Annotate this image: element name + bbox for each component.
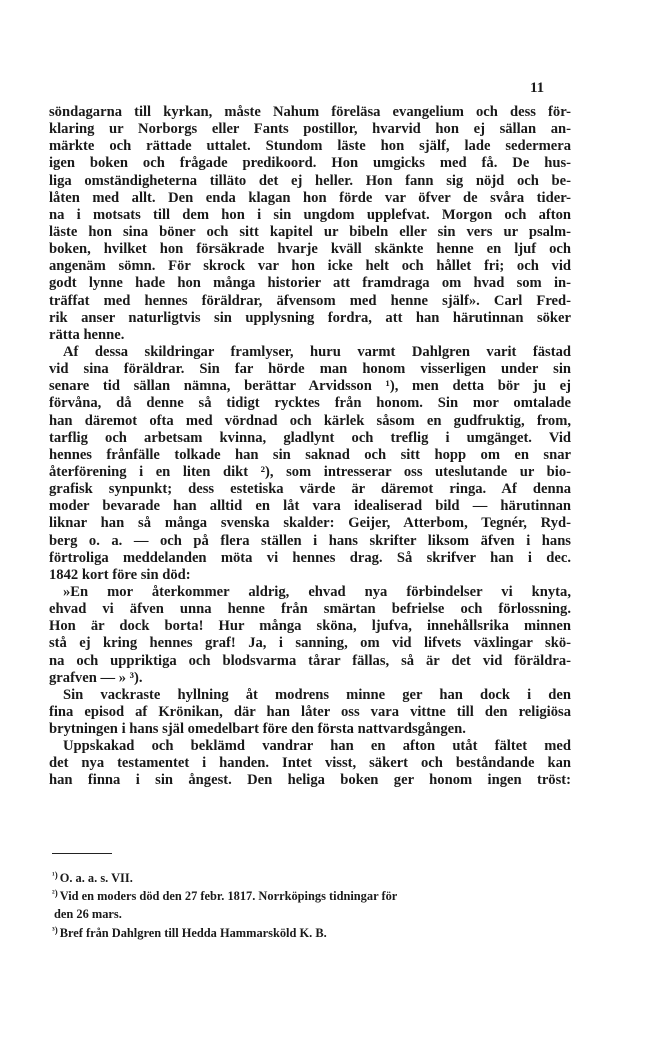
- text-line: träffat med hennes föräldrar, äfvensom med henne själf». Carl Fred-: [49, 292, 571, 309]
- footnote: [52, 886, 572, 904]
- text-line: märkte och rättade uttalet. Stundom läste hon själf, lade sedermera: [49, 138, 571, 155]
- footnote-text: O. a. a. s. VII.: [59, 871, 133, 885]
- text-line: boken, hvilket hon försäkrade hvarje kväll skänkte henne en ljuf och: [49, 241, 571, 258]
- text-line: läste hon sina böner och sitt kapitel ur bibeln eller sin vers ur psalm-: [49, 223, 571, 240]
- page-number: 11: [530, 80, 545, 96]
- text-line: liknar han så många svenska skalder: Geijer, Atterbom, Tegnér, Ryd-: [49, 515, 571, 532]
- text-line: han finna i sin ångest. Den heliga boken ger honom ingen tröst:: [49, 772, 571, 789]
- text-line: grafisk synpunkt; dess estetiska värde är däremot ringa. Af denna: [49, 481, 571, 498]
- text-line: tarflig och arbetsam kvinna, gladlynt och treflig i umgänget. Vid: [49, 429, 571, 446]
- text-line: fina episod af Krönikan, där han låter oss vara vittne till den religiösa: [49, 703, 571, 720]
- text-line: brytningen i hans själ omedelbart före den första nattvardsgången.: [49, 721, 466, 738]
- text-line: återförening i en liten dikt ²), som intresserar oss uteslutande ur bio-: [49, 463, 571, 480]
- text-line: berg o. a. — och på flera ställen i hans skrifter liksom äfven i hans: [49, 532, 571, 549]
- text-line: 1842 kort före sin död:: [49, 566, 191, 583]
- text-line: »En mor återkommer aldrig, ehvad nya förbindelser vi knyta,: [63, 583, 571, 600]
- text-line: godt lynne hade hon många historier att framdraga om hvad som in-: [49, 275, 571, 292]
- footnotes: [52, 868, 572, 941]
- text-line: grafven — » ³).: [49, 669, 143, 686]
- text-line: vid sina föräldrar. Sin far hörde man honom visserligen under sin: [49, 361, 571, 378]
- footnote-text: Bref från Dahlgren till Hedda Hammarsköld K. B.: [59, 925, 327, 940]
- text-line: han däremot ofta med vördnad och kärlek såsom en gudfruktig, from,: [49, 412, 571, 429]
- footnote: [52, 904, 572, 922]
- footnote-divider: [52, 853, 112, 854]
- text-line: Hon är dock borta! Hur många sköna, ljufva, innehållsrika minnen: [49, 618, 571, 635]
- text-line: rätta henne.: [49, 326, 125, 343]
- text-line: na och uppriktiga och blodsvarma tårar fällas, så är det vid föräldra-: [49, 652, 571, 669]
- text-line: Uppskakad och beklämd vandrar han en afton utåt fältet med: [63, 738, 571, 755]
- text-line: moder bevarade han alltid en låt vara idealiserad bild — härutinnan: [49, 498, 571, 515]
- text-line: Af dessa skildringar framlyser, huru varmt Dahlgren varit fästad: [63, 343, 571, 360]
- text-line: hennes frånfälle tolkade han sin saknad och sitt hopp om en snar: [49, 446, 571, 463]
- text-line: stå ej kring hennes graf! Ja, i sanning, om vid lifvets växlingar skö-: [49, 635, 571, 652]
- text-line: na i motsats till dem hon i sin ungdom upplefvat. Morgon och afton: [49, 206, 571, 223]
- text-line: senare tid sällan nämna, berättar Arvidsson ¹), men detta bör ju ej: [49, 378, 571, 395]
- footnote-mark: ³): [52, 924, 58, 935]
- text-line: angenäm sömn. För skrock var hon icke helt och hållet fri; och vid: [49, 258, 571, 275]
- text-line: det nya testamentet i handen. Intet visst, säkert och beståndande kan: [49, 755, 571, 772]
- text-line: klaring ur Norborgs eller Fants postillor, hvarvid hon ej sällan an-: [49, 121, 571, 138]
- text-line: förvåna, då denne så tidigt rycktes från honom. Sin mor omtalade: [49, 395, 571, 412]
- text-line: liga omständigheterna tilläto det ej heller. Hon fann sig nöjd och be-: [49, 172, 571, 189]
- text-line: låten med allt. Den enda klagan hon förde var öfver de svåra tider-: [49, 189, 571, 206]
- footnote-mark: ²): [52, 888, 58, 899]
- text-line: söndagarna till kyrkan, måste Nahum föreläsa evangelium och dess för-: [49, 104, 571, 120]
- body-text: [49, 104, 571, 790]
- text-line: ehvad vi äfven unna henne från smärtan befrielse och förlossning.: [49, 601, 571, 618]
- text-line: förtroliga meddelanden möta vi hennes drag. Så skrifver han i dec.: [49, 549, 571, 566]
- footnote-text: Vid en moders död den 27 febr. 1817. Norrköpings tidningar för: [59, 889, 398, 904]
- footnote-text: den 26 mars.: [54, 907, 122, 922]
- text-line: rik anser naturligtvis sin upplysning fordra, att han härutinnan söker: [49, 309, 571, 326]
- footnote: [52, 923, 572, 941]
- footnote-mark: ¹): [52, 870, 58, 880]
- text-line: igen boken och frågade predikoord. Hon umgicks med få. De hus-: [49, 155, 571, 172]
- footnote: [52, 868, 572, 886]
- text-line: Sin vackraste hyllning åt modrens minne ger han dock i den: [63, 686, 571, 703]
